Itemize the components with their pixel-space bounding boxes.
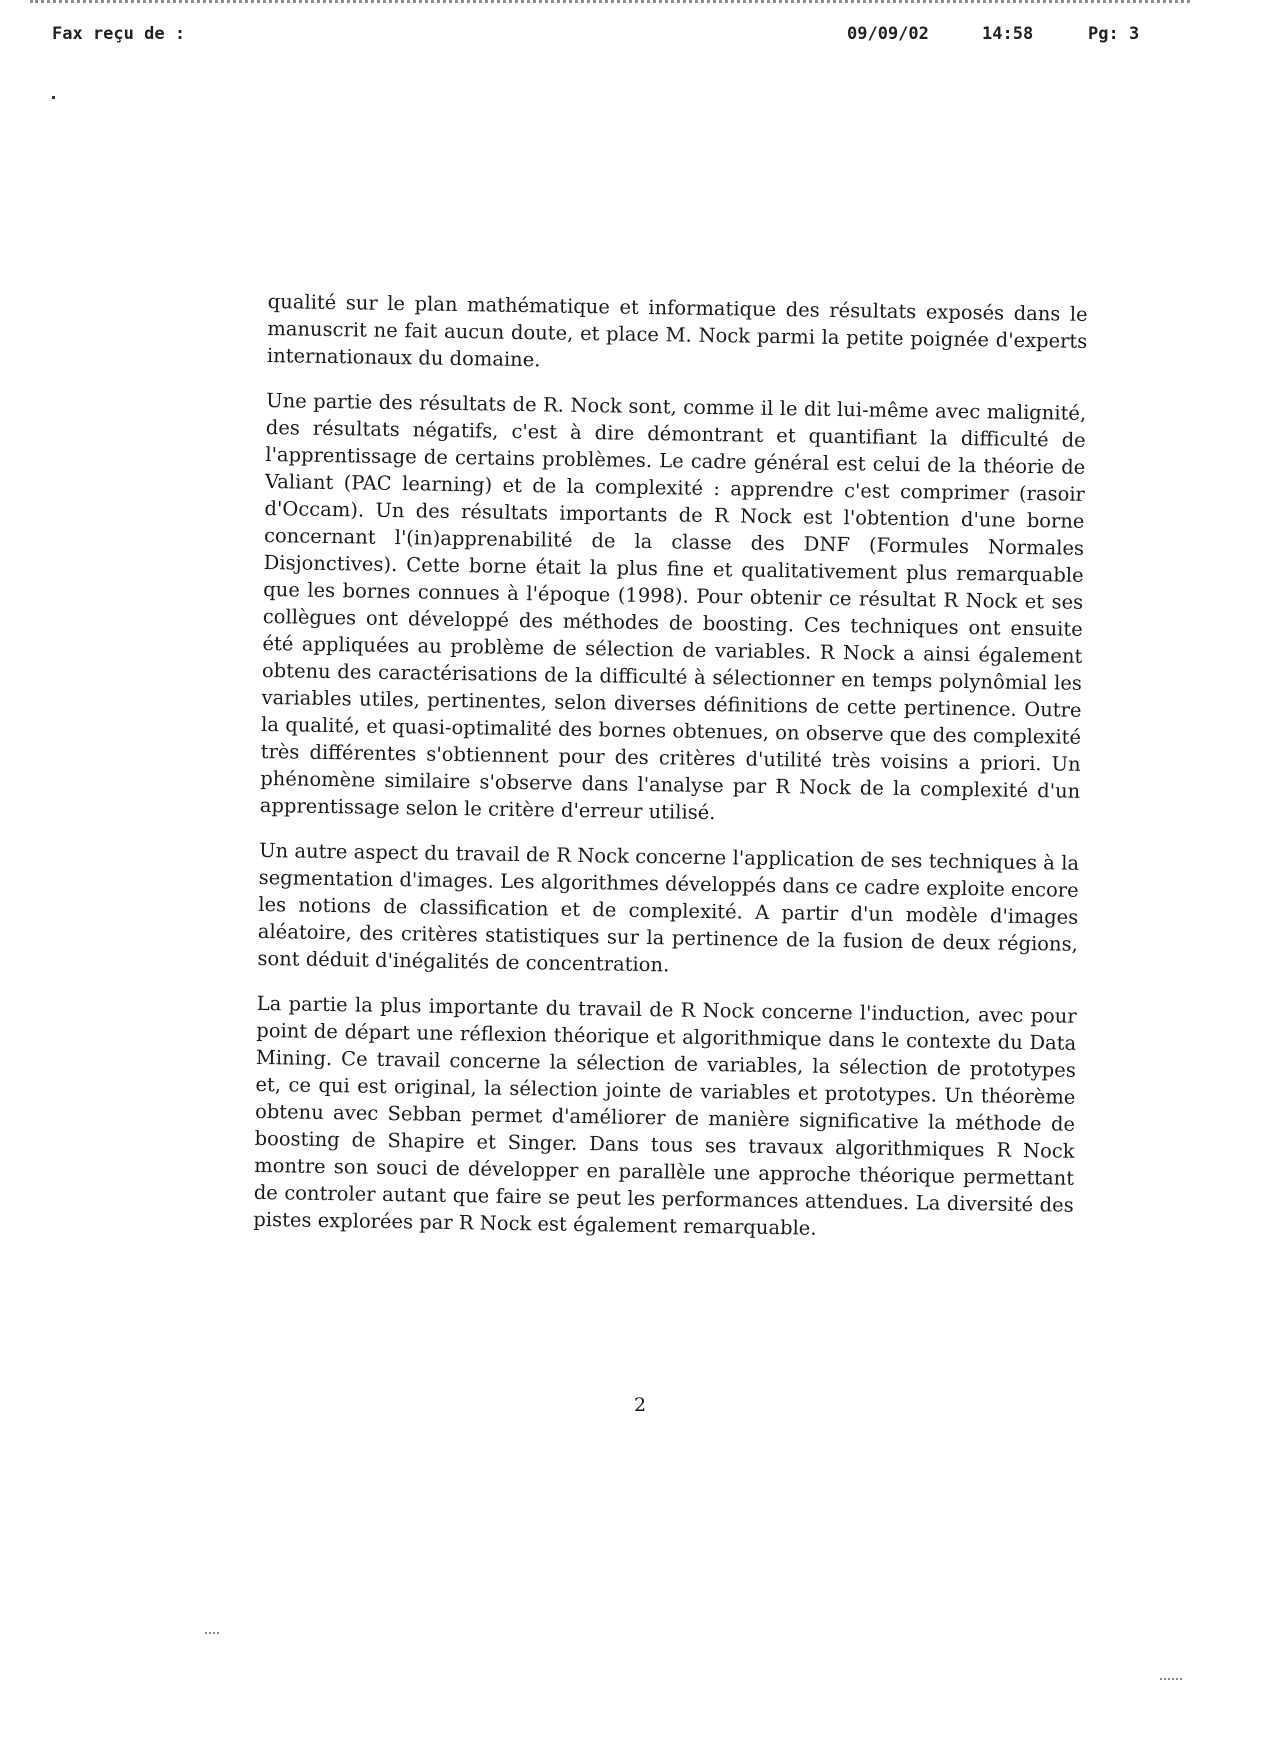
fax-transmission-strip bbox=[30, 0, 1190, 11]
paragraph-image-segmentation: Un autre aspect du travail de R Nock concerne l'application de ses techniques à la segmentation d'images. Les algorithmes développés dans ce cadre exploite encore les notions de classification et de complexité. A partir d'un modèle d'images aléatoire, des critères statistiques sur la pertinence de la fusion de deux régions, sont déduit d'inégalités de concentration. bbox=[257, 838, 1080, 977]
fax-page-count: Pg: 3 bbox=[1088, 24, 1140, 44]
scan-speck bbox=[52, 96, 55, 99]
page-number: 2 bbox=[633, 1394, 647, 1416]
paragraph-induction: La partie la plus importante du travail de R Nock concerne l'induction, avec pour point de départ une réflexion théorique et algorithmique dans le contexte du Data Mining. Ce travail concerne la sélection de variables, la sélection de prototypes et, ce qui est original, la sélection jointe de variables et prototypes. Un théorème obtenu avec Sebban permet d'améliorer de manière significative la méthode de boosting de Shapire et Singer. Dans tous ses travaux algorithmiques R Nock montre son souci de développer en parallèle une approche théorique permettant de controler autant que faire se peut les performances attendues. La diversité des pistes explorées par R Nock est également remarquable. bbox=[253, 991, 1077, 1240]
scan-artifact bbox=[1160, 1678, 1182, 1683]
fax-time: 14:58 bbox=[982, 24, 1034, 44]
document-body bbox=[253, 288, 1088, 1264]
paragraph-quality: qualité sur le plan mathématique et informatique des résultats exposés dans le manuscrit ne fait aucun doute, et place M. Nock parmi la petite poignée d'experts internationaux du domaine. bbox=[266, 289, 1088, 372]
fax-received-label: Fax reçu de : bbox=[52, 24, 186, 44]
fax-date: 09/09/02 bbox=[847, 24, 929, 44]
fax-header bbox=[52, 18, 1172, 44]
scan-artifact bbox=[205, 1632, 219, 1638]
paragraph-negative-results: Une partie des résultats de R. Nock sont, comme il le dit lui-même avec malignité, des résultats négatifs, c'est à dire démontrant et quantifiant la difficulté de l'apprentissage de certains problèmes. Le cadre général est celui de la théorie de Valiant (PAC learning) et de la complexité : apprendre c'est comprimer (rasoir d'Occam). Un des résultats importants de R Nock est l'obtention d'une borne concernant l'(in)apprenabilité de la classe des DNF (Formules Normales Disjonctives). Cette borne était la plus fine et qualitativement plus remarquable que les bornes connues à l'époque (1998). Pour obtenir ce résultat R Nock et ses collègues ont développé des méthodes de boosting. Ces techniques ont ensuite été appliquées au problème de sélection de variables. R Nock a ainsi également obtenu des caractérisations de la difficulté à sélectionner en temps polynômial les variables utiles, pertinentes, selon diverses définitions de cette pertinence. Outre la qualité, et quasi-optimalité des bornes obtenues, on observe que des complexité très différentes s'obtiennent pour des critères d'utilité très voisins a priori. Un phénomène similaire s'observe dans l'analyse par R Nock de la complexité d'un apprentissage selon le critère d'erreur utilisé. bbox=[259, 388, 1087, 825]
